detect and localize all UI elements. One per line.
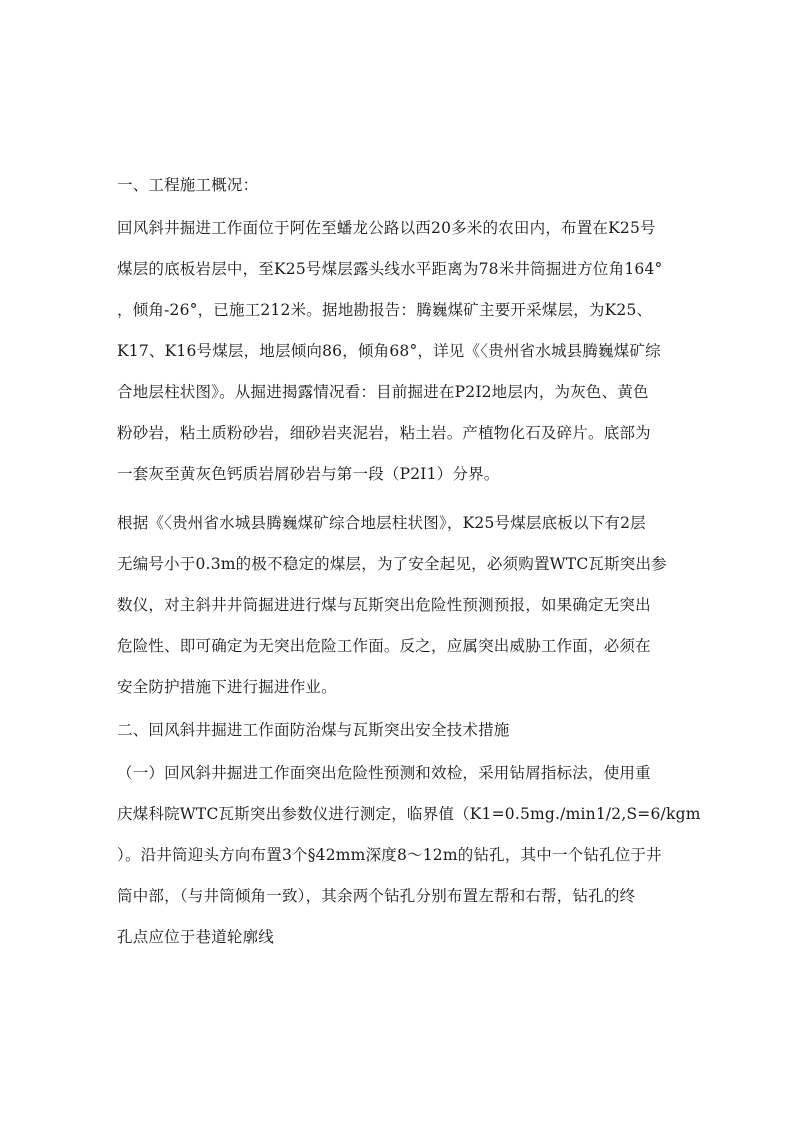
paragraph-line: 危险性、即可确定为无突出危险工作面。反之，应属突出威胁工作面，必须在 <box>117 637 651 655</box>
paragraph-line: 数仪，对主斜井井筒掘进进行煤与瓦斯突出危险性预测预报，如果确定无突出 <box>117 596 651 614</box>
paragraph-line: K17、K16号煤层，地层倾向86，倾角68°，详见《〈贵州省水城县腾巍煤矿综 <box>117 342 661 360</box>
paragraph-line: 庆煤科院WTC瓦斯突出参数仪进行测定，临界值（K1=0.5mg./min1/2,S=6/kgm <box>117 805 701 823</box>
paragraph-line: 根据《〈贵州省水城县腾巍煤矿综合地层柱状图》，K25号煤层底板以下有2层 <box>117 514 646 532</box>
section-heading-2: 二、回风斜井掘进工作面防治煤与瓦斯突出安全技术措施 <box>117 721 510 739</box>
paragraph-line: （一）回风斜井掘进工作面突出危险性预测和效检，采用钻屑指标法，使用重 <box>117 764 651 782</box>
paragraph-line: 无编号小于0.3m的极不稳定的煤层，为了安全起见，必须购置WTC瓦斯突出参 <box>117 555 667 573</box>
section-heading-1: 一、工程施工概况： <box>117 176 259 194</box>
paragraph-line: ）。沿井筒迎头方向布置3个§42mm深度8～12m的钻孔，其中一个钻孔位于井 <box>117 846 662 864</box>
paragraph-line: 孔点应位于巷道轮廓线 <box>117 928 275 946</box>
paragraph-line: 煤层的底板岩层中，至K25号煤层露头线水平距离为78米井筒掘进方位角164° <box>117 260 663 278</box>
paragraph-line: 回风斜井掘进工作面位于阿佐至蟠龙公路以西20多米的农田内，布置在K25号 <box>117 219 656 237</box>
paragraph-line: ，倾角-26°，已施工212米。据地勘报告：腾巍煤矿主要开采煤层，为K25、 <box>117 301 653 319</box>
paragraph-line: 合地层柱状图》。从掘进揭露情况看：目前掘进在P2I2地层内，为灰色、黄色 <box>117 383 649 401</box>
paragraph-line: 粉砂岩，粘土质粉砂岩，细砂岩夹泥岩，粘土岩。产植物化石及碎片。底部为 <box>117 424 651 442</box>
paragraph-line: 安全防护措施下进行掘进作业。 <box>117 678 337 696</box>
paragraph-line: 筒中部，（与井筒倾角一致），其余两个钻孔分别布置左帮和右帮，钻孔的终 <box>117 887 636 905</box>
paragraph-line: 一套灰至黄灰色钙质岩屑砂岩与第一段（P2I1）分界。 <box>117 465 500 483</box>
